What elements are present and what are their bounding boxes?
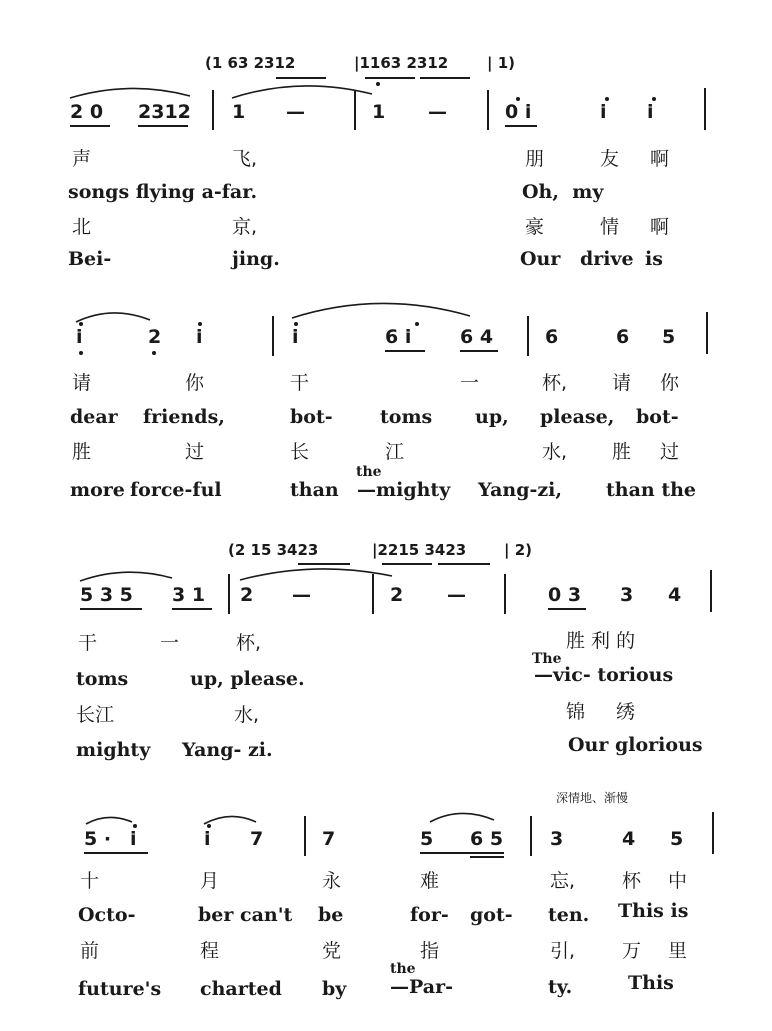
lyric: 请	[612, 372, 632, 394]
lyric: jing.	[232, 248, 280, 270]
note: 1	[232, 101, 246, 123]
lyric: bot-	[636, 406, 679, 428]
lyric: songs flying a-far.	[68, 181, 258, 203]
lyric: 杯,	[542, 372, 568, 394]
lyric: Octo-	[78, 904, 136, 926]
slur	[292, 303, 470, 318]
lyric: 干	[78, 632, 98, 654]
note: 2312	[138, 101, 191, 123]
lyric: 飞,	[232, 148, 258, 170]
lyric: than the	[606, 479, 697, 501]
lyric: bot-	[290, 406, 333, 428]
lyric: up, please.	[190, 668, 305, 690]
lyric: 杯	[622, 870, 642, 892]
lyric: Yang-zi,	[478, 479, 563, 501]
note: 2	[240, 584, 254, 606]
lyric-small: the	[390, 961, 416, 977]
lyric: 万	[622, 940, 642, 962]
lyric: 胜	[612, 441, 632, 463]
lyric: 忘,	[550, 870, 576, 892]
lyric: got-	[470, 904, 513, 926]
lyric: charted	[200, 978, 282, 1000]
lyric: Yang- zi.	[182, 739, 273, 761]
lyric: 十	[80, 870, 100, 892]
slur	[430, 813, 494, 822]
interlude-bracket: (2 15 3423	[228, 541, 319, 559]
lyric: more	[70, 479, 125, 501]
note: i	[130, 828, 137, 850]
lyric: Our glorious	[568, 734, 703, 756]
slur	[80, 572, 172, 581]
interlude-end: | 2)	[504, 541, 532, 559]
note: 7	[322, 828, 336, 850]
note: 0 i	[505, 101, 532, 123]
note: 3	[550, 828, 564, 850]
note: 3 1	[172, 584, 206, 606]
lyric: 程	[200, 940, 220, 962]
lyric: than	[290, 479, 339, 501]
note: 5 ·	[84, 828, 112, 850]
slur	[232, 86, 372, 98]
interlude-bracket: (1 63 2312	[205, 54, 296, 72]
slur	[70, 88, 190, 98]
interlude-end: | 1)	[487, 54, 515, 72]
note: 2	[148, 326, 162, 348]
lyric: by	[322, 978, 347, 1000]
note: i	[76, 326, 83, 348]
lyric: 干	[290, 372, 310, 394]
lyric: —vic- torious	[534, 664, 674, 686]
lyric-small: The	[532, 651, 562, 667]
lyric: Bei-	[68, 248, 112, 270]
lyric: up,	[475, 406, 509, 428]
lyric: please,	[540, 406, 615, 428]
lyric-small: the	[356, 464, 382, 480]
lyric: 杯,	[236, 632, 262, 654]
lyric: 你	[185, 372, 205, 394]
lyric: force-ful	[130, 479, 222, 501]
note: 3	[620, 584, 634, 606]
slur	[86, 817, 132, 824]
tempo-marking: 深情地、渐慢	[556, 791, 629, 805]
lyric: 指	[420, 940, 440, 962]
note: —	[447, 584, 466, 606]
interlude-measure: |2215 3423	[372, 541, 467, 559]
lyric: 锦	[566, 701, 586, 723]
note: 6 i	[385, 326, 412, 348]
lyric: 北	[72, 216, 92, 238]
lyric: 胜 利 的	[566, 630, 636, 652]
lyric: 声	[72, 148, 92, 170]
lyric: be	[318, 904, 344, 926]
lyric: 永	[322, 870, 342, 892]
lyric: —mighty	[357, 479, 451, 501]
lyric: Oh, my	[522, 181, 604, 203]
lyric: 长江	[76, 704, 115, 726]
lyric: 长	[290, 441, 310, 463]
note: 2	[390, 584, 404, 606]
lyric: 友	[600, 148, 620, 170]
note: 5	[670, 828, 684, 850]
lyric: Our	[520, 248, 561, 270]
lyric: 啊	[650, 148, 670, 170]
lyric: 豪	[525, 216, 545, 238]
note: i	[196, 326, 203, 348]
note: i	[292, 326, 299, 348]
note: 6 4	[460, 326, 494, 348]
lyric: —Par-	[390, 976, 453, 998]
lyric: 月	[200, 870, 220, 892]
lyric: dear	[70, 406, 118, 428]
note: 0 3	[548, 584, 582, 606]
lyric: 江	[385, 441, 405, 463]
note: 6 5	[470, 828, 504, 850]
lyric: 难	[420, 870, 440, 892]
lyric: This	[628, 972, 674, 994]
lyric: 过	[660, 441, 680, 463]
slur	[204, 816, 256, 824]
note: i	[600, 101, 607, 123]
note: —	[428, 101, 447, 123]
lyric: mighty	[76, 739, 151, 761]
note: —	[286, 101, 305, 123]
slur	[240, 569, 392, 580]
lyric: toms	[76, 668, 129, 690]
lyric: toms	[380, 406, 433, 428]
lyric: 情	[600, 216, 620, 238]
note: 7	[250, 828, 264, 850]
lyric: drive	[580, 248, 634, 270]
note: i	[204, 828, 211, 850]
lyric: This is	[618, 900, 689, 922]
lyric: 朋	[525, 148, 545, 170]
lyric: 前	[80, 940, 100, 962]
lyric: 京,	[232, 216, 258, 238]
note: 5 3 5	[80, 584, 133, 606]
lyric: 过	[185, 441, 205, 463]
note: 4	[668, 584, 682, 606]
slur	[76, 313, 150, 322]
lyric: 胜	[72, 441, 92, 463]
lyric: 党	[322, 940, 342, 962]
note: i	[647, 101, 654, 123]
note: 5	[662, 326, 676, 348]
note: 5	[420, 828, 434, 850]
note: 4	[622, 828, 636, 850]
lyric: ber can't	[198, 904, 293, 926]
lyric: 水,	[542, 441, 568, 463]
lyric: 一	[460, 372, 480, 394]
lyric: is	[645, 248, 663, 270]
lyric: 一	[160, 632, 180, 654]
lyric: 请	[72, 372, 92, 394]
lyric: 啊	[650, 216, 670, 238]
lyric: 绣	[616, 701, 636, 723]
lyric: friends,	[143, 406, 225, 428]
lyric: for-	[410, 904, 449, 926]
lyric: 引,	[550, 940, 576, 962]
note: 2 0	[70, 101, 104, 123]
lyric: ten.	[548, 904, 590, 926]
lyric: 里	[668, 940, 688, 962]
note: 1	[372, 101, 386, 123]
note: 6	[545, 326, 559, 348]
lyric: ty.	[548, 976, 573, 998]
note: —	[292, 584, 311, 606]
lyric: 中	[668, 870, 688, 892]
lyric: 水,	[234, 704, 260, 726]
lyric: future's	[78, 978, 162, 1000]
lyric: 你	[660, 372, 680, 394]
interlude-measure: |1163 2312	[354, 54, 449, 72]
note: 6	[616, 326, 630, 348]
